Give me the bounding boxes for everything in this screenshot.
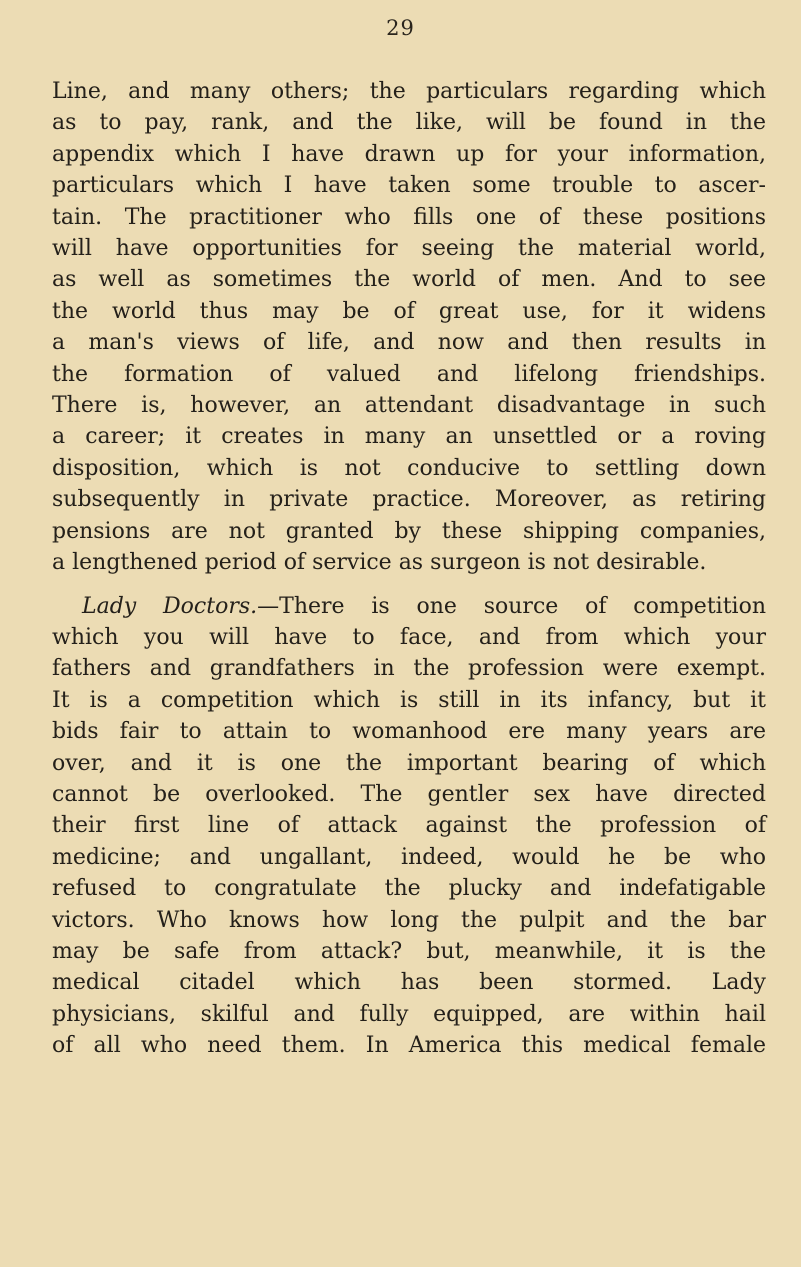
text-line: medicine; and ungallant, indeed, would he be who — [52, 844, 766, 870]
text-line: the formation of valued and lifelong friendships. — [52, 361, 766, 387]
text-line: over, and it is one the important bearing of which — [52, 750, 766, 776]
text-line: as well as sometimes the world of men. And to see — [52, 267, 766, 293]
paragraph-gap — [52, 579, 766, 591]
text-line: It is a competition which is still in its infancy, but it — [52, 687, 766, 713]
text-line: the world thus may be of great use, for it widens — [52, 298, 766, 324]
text-line: disposition, which is not conducive to settling down — [52, 455, 766, 481]
text-line: a man's views of life, and now and then results in — [52, 330, 766, 356]
text-line: pensions are not granted by these shipping companies, — [52, 518, 766, 544]
text-line: Line, and many others; the particulars regarding which — [52, 79, 766, 104]
body-text — [52, 76, 766, 1062]
text-line: may be safe from attack? but, meanwhile, it is the — [52, 938, 766, 964]
page-number: 29 — [386, 16, 415, 40]
paragraph-shipping-surgeons — [52, 76, 766, 579]
text-line: their first line of attack against the profession of — [52, 813, 766, 839]
paragraph-lady-doctors — [52, 591, 766, 1062]
text-line: appendix which I have drawn up for your information, — [52, 141, 766, 167]
text-line-first — [52, 591, 766, 622]
text-line: a lengthened period of service as surgeon is not desirable. — [52, 550, 707, 576]
text-line: subsequently in private practice. Moreover, as retiring — [52, 487, 766, 513]
text-line: particulars which I have taken some trouble to ascer- — [52, 173, 766, 199]
text-line: medical citadel which has been stormed. Lady — [52, 970, 766, 996]
text-line: which you will have to face, and from which your — [52, 624, 766, 650]
text-line: bids fair to attain to womanhood ere many years are — [52, 719, 766, 745]
text-line: fathers and grandfathers in the profession were exempt. — [52, 656, 766, 682]
text-line: tain. The practitioner who fills one of these positions — [52, 204, 766, 230]
text-line: of all who need them. In America this medical female — [52, 1033, 766, 1059]
text-line: There is, however, an attendant disadvantage in such — [52, 393, 766, 419]
section-heading: Lady Doctors. — [82, 593, 258, 619]
text-line-continuation: —There is one source of competition — [257, 593, 766, 619]
text-line: cannot be overlooked. The gentler sex have directed — [52, 781, 766, 807]
text-line: physicians, skilful and fully equipped, are within hail — [52, 1001, 766, 1027]
text-line: a career; it creates in many an unsettled or a roving — [52, 424, 766, 450]
text-line: as to pay, rank, and the like, will be found in the — [52, 110, 766, 136]
text-line: refused to congratulate the plucky and indefatigable — [52, 876, 766, 902]
text-line: victors. Who knows how long the pulpit and the bar — [52, 907, 766, 933]
text-line: will have opportunities for seeing the material world, — [52, 236, 766, 262]
